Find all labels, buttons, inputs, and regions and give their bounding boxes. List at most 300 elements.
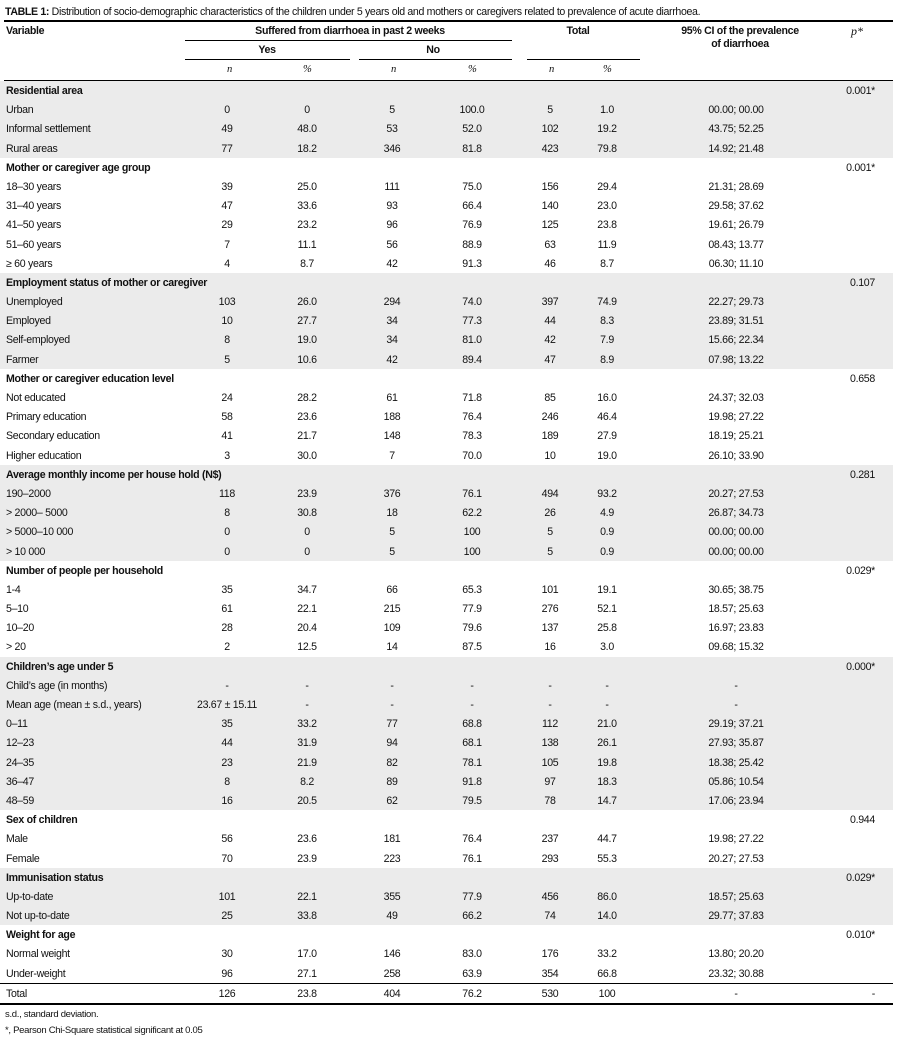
yes-n-cell: 58 bbox=[221, 411, 233, 424]
yes-pct-cell: 20.4 bbox=[297, 622, 317, 635]
total-pct-cell: 26.1 bbox=[597, 737, 617, 750]
yes-n-cell: 101 bbox=[218, 890, 236, 903]
ci-cell: 18.57; 25.63 bbox=[708, 890, 764, 903]
ci-cell: 29.58; 37.62 bbox=[708, 200, 764, 213]
ci-cell: 18.19; 25.21 bbox=[708, 430, 764, 443]
total-pct-cell: - bbox=[605, 679, 609, 692]
label-cell: 190–2000 bbox=[6, 487, 51, 500]
yes-n-cell: 5 bbox=[224, 353, 230, 366]
label-cell: ≥ 60 years bbox=[6, 257, 53, 270]
no-n-cell: 355 bbox=[383, 890, 401, 903]
no-n-cell: 77 bbox=[386, 718, 398, 731]
no-pct-cell: 87.5 bbox=[462, 641, 482, 654]
yes-pct-cell: 33.2 bbox=[297, 718, 317, 731]
yes-pct-cell: 20.5 bbox=[297, 794, 317, 807]
no-pct-cell: 63.9 bbox=[462, 967, 482, 980]
no-n-cell: 181 bbox=[383, 833, 401, 846]
header-variable: Variable bbox=[6, 25, 45, 37]
table-row bbox=[0, 599, 893, 618]
header-pct-yes: % bbox=[303, 64, 312, 75]
table-row bbox=[0, 637, 893, 656]
no-n-cell: 294 bbox=[383, 296, 401, 309]
total-pct-cell: 7.9 bbox=[600, 334, 614, 347]
yes-n-cell: 30 bbox=[221, 948, 233, 961]
group-header-row bbox=[0, 273, 893, 292]
no-n-cell: 42 bbox=[386, 353, 398, 366]
ci-cell: 15.66; 22.34 bbox=[708, 334, 764, 347]
no-n-cell: 94 bbox=[386, 737, 398, 750]
yes-pct-cell: 27.7 bbox=[297, 315, 317, 328]
yes-pct-cell: - bbox=[305, 679, 309, 692]
yes-n-cell: 126 bbox=[218, 987, 236, 1000]
yes-pct-cell: 23.9 bbox=[297, 852, 317, 865]
table-row bbox=[0, 964, 893, 983]
yes-n-cell: 0 bbox=[224, 104, 230, 117]
no-pct-cell: 65.3 bbox=[462, 583, 482, 596]
p-value: 0.001* bbox=[846, 161, 875, 174]
group-title: Immunisation status bbox=[6, 871, 104, 884]
no-pct-cell: 78.3 bbox=[462, 430, 482, 443]
yes-n-cell: 61 bbox=[221, 603, 233, 616]
no-pct-cell: 89.4 bbox=[462, 353, 482, 366]
label-cell: Unemployed bbox=[6, 296, 63, 309]
header-yes: Yes bbox=[258, 44, 276, 56]
yes-n-cell: 35 bbox=[221, 583, 233, 596]
no-n-cell: 148 bbox=[383, 430, 401, 443]
top-rule bbox=[4, 20, 893, 22]
yes-n-cell: 23.67 ± 15.11 bbox=[196, 699, 258, 711]
label-cell: Up-to-date bbox=[6, 890, 54, 903]
total-pct-cell: 93.2 bbox=[597, 487, 617, 500]
no-pct-cell: 76.1 bbox=[462, 852, 482, 865]
total-pct-cell: 8.7 bbox=[600, 257, 614, 270]
yes-n-cell: 3 bbox=[224, 449, 230, 462]
total-pct-cell: 14.0 bbox=[597, 910, 617, 923]
no-pct-cell: 79.5 bbox=[462, 794, 482, 807]
yes-pct-cell: 0 bbox=[304, 526, 310, 539]
yes-n-cell: 2 bbox=[224, 641, 230, 654]
label-cell: 1-4 bbox=[6, 583, 21, 596]
total-pct-cell: 23.8 bbox=[597, 219, 617, 232]
suffered-rule bbox=[185, 40, 512, 41]
no-pct-cell: 91.8 bbox=[462, 775, 482, 788]
total-n-cell: 112 bbox=[542, 718, 558, 731]
no-pct-cell: 79.6 bbox=[462, 622, 482, 635]
total-pct-cell: 1.0 bbox=[600, 104, 614, 117]
no-pct-cell: 100 bbox=[463, 526, 481, 539]
total-n-cell: 530 bbox=[541, 987, 559, 1000]
table-row bbox=[0, 714, 893, 733]
total-n-cell: 456 bbox=[541, 890, 559, 903]
no-pct-cell: 76.2 bbox=[462, 987, 482, 1000]
table-row bbox=[0, 829, 893, 848]
total-rule bbox=[527, 59, 640, 60]
table-caption bbox=[5, 6, 700, 18]
no-n-cell: 14 bbox=[386, 641, 398, 654]
total-pct-cell: 4.9 bbox=[600, 507, 614, 520]
total-n-cell: 397 bbox=[541, 296, 559, 309]
no-n-cell: 7 bbox=[389, 449, 395, 462]
ci-cell: 17.06; 23.94 bbox=[708, 794, 764, 807]
total-n-cell: 63 bbox=[544, 238, 556, 251]
total-pct-cell: 11.9 bbox=[597, 238, 617, 251]
no-pct-cell: 76.4 bbox=[462, 411, 482, 424]
no-pct-cell: 71.8 bbox=[462, 392, 482, 404]
yes-pct-cell: 33.6 bbox=[297, 200, 317, 213]
total-pct-cell: 23.0 bbox=[597, 200, 617, 213]
ci-cell: 24.37; 32.03 bbox=[708, 392, 764, 404]
table-row bbox=[0, 849, 893, 868]
label-cell: Higher education bbox=[6, 449, 82, 462]
table-row bbox=[0, 944, 893, 963]
no-pct-cell: 66.4 bbox=[462, 200, 482, 213]
no-n-cell: 215 bbox=[383, 603, 401, 616]
table-row bbox=[0, 676, 893, 695]
table-row bbox=[0, 887, 893, 906]
no-n-cell: 89 bbox=[386, 775, 398, 788]
yes-pct-cell: 21.9 bbox=[297, 756, 317, 769]
header-suffered: Suffered from diarrhoea in past 2 weeks bbox=[255, 25, 445, 37]
no-n-cell: 34 bbox=[386, 315, 398, 328]
no-pct-cell: 81.0 bbox=[462, 334, 482, 347]
yes-n-cell: 39 bbox=[221, 180, 233, 193]
no-n-cell: 111 bbox=[384, 180, 400, 193]
no-n-cell: 404 bbox=[383, 987, 401, 1000]
table-row bbox=[0, 311, 893, 330]
no-n-cell: 5 bbox=[389, 104, 395, 117]
yes-n-cell: 29 bbox=[221, 219, 233, 232]
total-pct-cell: 55.3 bbox=[597, 852, 617, 865]
yes-pct-cell: 18.2 bbox=[297, 142, 317, 155]
p-value: 0.107 bbox=[849, 276, 875, 289]
yes-n-cell: 23 bbox=[221, 756, 233, 769]
yes-n-cell: 10 bbox=[221, 315, 233, 328]
yes-n-cell: 96 bbox=[221, 967, 233, 980]
total-pct-cell: 18.3 bbox=[597, 775, 617, 788]
total-n-cell: 237 bbox=[541, 833, 559, 846]
yes-n-cell: 25 bbox=[221, 910, 233, 923]
no-n-cell: 53 bbox=[386, 123, 398, 136]
total-n-cell: 10 bbox=[544, 449, 556, 462]
total-pct-cell: 19.8 bbox=[597, 756, 617, 769]
ci-cell: - bbox=[734, 699, 738, 711]
header-pct-no: % bbox=[468, 64, 477, 75]
label-cell: Child’s age (in months) bbox=[6, 679, 108, 692]
table-row bbox=[0, 733, 893, 752]
total-n-cell: 156 bbox=[541, 180, 559, 193]
total-n-cell: - bbox=[548, 679, 552, 692]
ci-cell: - bbox=[734, 679, 738, 692]
ci-cell: 08.43; 13.77 bbox=[708, 238, 764, 251]
no-n-cell: 376 bbox=[383, 487, 401, 500]
p-value: 0.001* bbox=[846, 85, 875, 97]
table-row bbox=[0, 618, 893, 637]
ci-cell: 06.30; 11.10 bbox=[708, 257, 764, 270]
yes-n-cell: 56 bbox=[221, 833, 233, 846]
label-cell: 10–20 bbox=[6, 622, 34, 635]
label-cell: Urban bbox=[6, 104, 34, 117]
yes-n-cell: 28 bbox=[221, 622, 233, 635]
table-row bbox=[0, 906, 893, 925]
table-row bbox=[0, 522, 893, 541]
group-header-row bbox=[0, 81, 893, 100]
no-n-cell: 66 bbox=[386, 583, 398, 596]
no-pct-cell: 75.0 bbox=[462, 180, 482, 193]
total-pct-cell: 44.7 bbox=[597, 833, 617, 846]
total-pct-cell: 8.3 bbox=[600, 315, 614, 328]
ci-cell: 05.86; 10.54 bbox=[708, 775, 764, 788]
yes-pct-cell: 23.6 bbox=[297, 411, 317, 424]
group-title: Mother or caregiver education level bbox=[6, 372, 174, 385]
p-cell: - bbox=[871, 987, 875, 1000]
yes-n-cell: 8 bbox=[224, 775, 230, 788]
yes-n-cell: 118 bbox=[219, 487, 235, 500]
no-n-cell: 18 bbox=[386, 507, 398, 520]
group-title: Sex of children bbox=[6, 814, 78, 827]
total-row bbox=[0, 983, 893, 1005]
yes-pct-cell: 10.6 bbox=[297, 353, 317, 366]
no-n-cell: 56 bbox=[386, 238, 398, 251]
p-value: 0.029* bbox=[846, 564, 875, 577]
header-p: p* bbox=[851, 24, 863, 38]
yes-n-cell: 24 bbox=[221, 392, 233, 404]
group-title: Number of people per household bbox=[6, 564, 163, 577]
total-pct-cell: 19.1 bbox=[597, 583, 617, 596]
no-pct-cell: 100 bbox=[463, 545, 481, 558]
total-n-cell: 44 bbox=[544, 315, 556, 328]
footnote-p: *, Pearson Chi-Square statistical significant at 0.05 bbox=[5, 1025, 203, 1036]
ci-cell: 18.38; 25.42 bbox=[708, 756, 764, 769]
total-pct-cell: 21.0 bbox=[597, 718, 617, 731]
label-cell: Farmer bbox=[6, 353, 39, 366]
total-n-cell: 101 bbox=[541, 583, 559, 596]
total-n-cell: 74 bbox=[544, 910, 556, 923]
no-n-cell: 93 bbox=[386, 200, 398, 213]
ci-cell: 16.97; 23.83 bbox=[708, 622, 764, 635]
table-row bbox=[0, 542, 893, 561]
no-pct-cell: - bbox=[470, 699, 474, 711]
ci-cell: 09.68; 15.32 bbox=[708, 641, 764, 654]
yes-pct-cell: 48.0 bbox=[297, 123, 317, 136]
label-cell: Employed bbox=[6, 315, 51, 328]
label-cell: Primary education bbox=[6, 411, 87, 424]
total-n-cell: 42 bbox=[544, 334, 556, 347]
total-n-cell: 354 bbox=[541, 967, 559, 980]
total-n-cell: 105 bbox=[541, 756, 559, 769]
table-row bbox=[0, 407, 893, 426]
total-n-cell: 16 bbox=[544, 641, 556, 654]
total-n-cell: 176 bbox=[541, 948, 559, 961]
total-n-cell: 5 bbox=[547, 526, 553, 539]
yes-n-cell: 8 bbox=[224, 507, 230, 520]
ci-cell: 18.57; 25.63 bbox=[708, 603, 764, 616]
ci-cell: 21.31; 28.69 bbox=[708, 180, 764, 193]
label-cell: > 10 000 bbox=[6, 545, 46, 558]
no-n-cell: 5 bbox=[389, 545, 395, 558]
ci-cell: 19.61; 26.79 bbox=[708, 219, 764, 232]
label-cell: Normal weight bbox=[6, 948, 70, 961]
no-n-cell: 146 bbox=[383, 948, 401, 961]
no-pct-cell: 70.0 bbox=[462, 449, 482, 462]
no-n-cell: - bbox=[390, 679, 394, 692]
yes-pct-cell: 8.2 bbox=[300, 775, 314, 788]
table-row bbox=[0, 330, 893, 349]
yes-pct-cell: 22.1 bbox=[297, 603, 317, 616]
no-pct-cell: 62.2 bbox=[462, 507, 482, 520]
table-row bbox=[0, 254, 893, 273]
no-n-cell: 61 bbox=[386, 392, 398, 404]
no-pct-cell: 78.1 bbox=[462, 756, 482, 769]
p-value: 0.658 bbox=[849, 372, 875, 385]
yes-pct-cell: 26.0 bbox=[297, 296, 317, 309]
no-n-cell: 82 bbox=[386, 756, 398, 769]
table-row bbox=[0, 484, 893, 503]
total-pct-cell: 66.8 bbox=[597, 967, 617, 980]
total-n-cell: 246 bbox=[541, 411, 559, 424]
group-header-row bbox=[0, 158, 893, 177]
total-pct-cell: 79.8 bbox=[597, 142, 617, 155]
table-row bbox=[0, 177, 893, 196]
no-n-cell: 346 bbox=[383, 142, 401, 155]
total-pct-cell: 27.9 bbox=[597, 430, 617, 443]
ci-cell: 23.32; 30.88 bbox=[708, 967, 764, 980]
no-pct-cell: - bbox=[470, 679, 474, 692]
total-n-cell: 140 bbox=[541, 200, 559, 213]
table-row bbox=[0, 292, 893, 311]
no-n-cell: - bbox=[390, 699, 394, 711]
total-pct-cell: 0.9 bbox=[600, 526, 614, 539]
table-row bbox=[0, 580, 893, 599]
ci-cell: 20.27; 27.53 bbox=[708, 487, 764, 500]
no-pct-cell: 68.8 bbox=[462, 718, 482, 731]
ci-cell: 19.98; 27.22 bbox=[708, 411, 764, 424]
header-n-yes: n bbox=[227, 64, 233, 75]
label-cell: > 2000– 5000 bbox=[6, 507, 68, 520]
no-pct-cell: 74.0 bbox=[462, 296, 482, 309]
total-n-cell: 5 bbox=[547, 104, 553, 117]
group-title: Mother or caregiver age group bbox=[6, 161, 151, 174]
yes-n-cell: 47 bbox=[221, 200, 233, 213]
table-row bbox=[0, 235, 893, 254]
total-n-cell: 423 bbox=[541, 142, 559, 155]
total-pct-cell: 100 bbox=[598, 987, 616, 1000]
header-total: Total bbox=[566, 25, 590, 37]
ci-cell: 00.00; 00.00 bbox=[708, 104, 764, 117]
p-value: 0.281 bbox=[849, 468, 875, 481]
table-row bbox=[0, 446, 893, 465]
label-cell: 51–60 years bbox=[6, 238, 62, 251]
yes-pct-cell: 30.0 bbox=[297, 449, 317, 462]
yes-n-cell: 70 bbox=[221, 852, 233, 865]
yes-pct-cell: 30.8 bbox=[297, 507, 317, 520]
group-header-row bbox=[0, 561, 893, 580]
ci-cell: - bbox=[734, 987, 738, 1000]
table-row bbox=[0, 772, 893, 791]
total-n-cell: 137 bbox=[541, 622, 559, 635]
no-n-cell: 223 bbox=[383, 852, 401, 865]
total-n-cell: 494 bbox=[541, 487, 559, 500]
group-title: Weight for age bbox=[6, 929, 76, 942]
total-pct-cell: 29.4 bbox=[597, 180, 617, 193]
table-row bbox=[0, 388, 893, 407]
ci-cell: 07.98; 13.22 bbox=[708, 353, 764, 366]
total-pct-cell: 33.2 bbox=[597, 948, 617, 961]
ci-cell: 00.00; 00.00 bbox=[708, 526, 764, 539]
yes-n-cell: 0 bbox=[224, 545, 230, 558]
total-n-cell: 97 bbox=[544, 775, 556, 788]
label-cell: 48–59 bbox=[6, 794, 34, 807]
p-value: 0.944 bbox=[849, 814, 875, 827]
total-pct-cell: 0.9 bbox=[600, 545, 614, 558]
no-n-cell: 5 bbox=[389, 526, 395, 539]
ci-cell: 00.00; 00.00 bbox=[708, 545, 764, 558]
yes-n-cell: - bbox=[225, 679, 229, 692]
total-pct-cell: 8.9 bbox=[600, 353, 614, 366]
label-cell: Male bbox=[6, 833, 28, 846]
group-header-row bbox=[0, 925, 893, 944]
ci-cell: 23.89; 31.51 bbox=[708, 315, 764, 328]
label-cell: Not educated bbox=[6, 392, 66, 404]
total-n-cell: 189 bbox=[541, 430, 559, 443]
no-pct-cell: 76.1 bbox=[462, 487, 482, 500]
yes-pct-cell: 8.7 bbox=[300, 257, 314, 270]
total-n-cell: 138 bbox=[541, 737, 559, 750]
no-n-cell: 109 bbox=[383, 622, 401, 635]
no-pct-cell: 52.0 bbox=[462, 123, 482, 136]
total-n-cell: - bbox=[548, 699, 552, 711]
label-cell: 36–47 bbox=[6, 775, 34, 788]
total-n-cell: 293 bbox=[541, 852, 559, 865]
yes-n-cell: 103 bbox=[218, 296, 236, 309]
yes-pct-cell: 23.2 bbox=[297, 219, 317, 232]
no-n-cell: 188 bbox=[383, 411, 401, 424]
header-n-no: n bbox=[391, 64, 397, 75]
ci-cell: 30.65; 38.75 bbox=[708, 583, 764, 596]
label-cell: 0–11 bbox=[6, 718, 28, 731]
caption-text: Distribution of socio-demographic characteristics of the children under 5 years old and mothers or caregivers related to prevalence of acute diarrhoea. bbox=[49, 6, 701, 18]
total-pct-cell: 3.0 bbox=[600, 641, 614, 654]
group-header-row bbox=[0, 868, 893, 887]
ci-cell: 29.19; 37.21 bbox=[708, 718, 764, 731]
yes-n-cell: 0 bbox=[224, 526, 230, 539]
label-cell: 5–10 bbox=[6, 603, 29, 616]
group-header-row bbox=[0, 369, 893, 388]
total-n-cell: 47 bbox=[544, 353, 556, 366]
no-pct-cell: 81.8 bbox=[462, 142, 482, 155]
table-row bbox=[0, 350, 893, 369]
p-value: 0.010* bbox=[846, 929, 875, 942]
ci-cell: 29.77; 37.83 bbox=[708, 910, 764, 923]
yes-n-cell: 4 bbox=[224, 257, 230, 270]
label-cell: Total bbox=[6, 987, 27, 1000]
label-cell: > 5000–10 000 bbox=[6, 526, 74, 539]
label-cell: Under-weight bbox=[6, 967, 66, 980]
table-row bbox=[0, 426, 893, 445]
total-pct-cell: 74.9 bbox=[597, 296, 617, 309]
yes-n-cell: 7 bbox=[224, 238, 230, 251]
total-pct-cell: 19.0 bbox=[597, 449, 617, 462]
no-pct-cell: 66.2 bbox=[462, 910, 482, 923]
total-n-cell: 125 bbox=[541, 219, 559, 232]
no-pct-cell: 77.3 bbox=[462, 315, 482, 328]
yes-n-cell: 35 bbox=[221, 718, 233, 731]
no-pct-cell: 76.4 bbox=[462, 833, 482, 846]
ci-cell: 22.27; 29.73 bbox=[708, 296, 764, 309]
no-pct-cell: 91.3 bbox=[462, 257, 482, 270]
no-n-cell: 62 bbox=[386, 794, 398, 807]
no-n-cell: 258 bbox=[383, 967, 401, 980]
total-n-cell: 85 bbox=[544, 392, 556, 404]
